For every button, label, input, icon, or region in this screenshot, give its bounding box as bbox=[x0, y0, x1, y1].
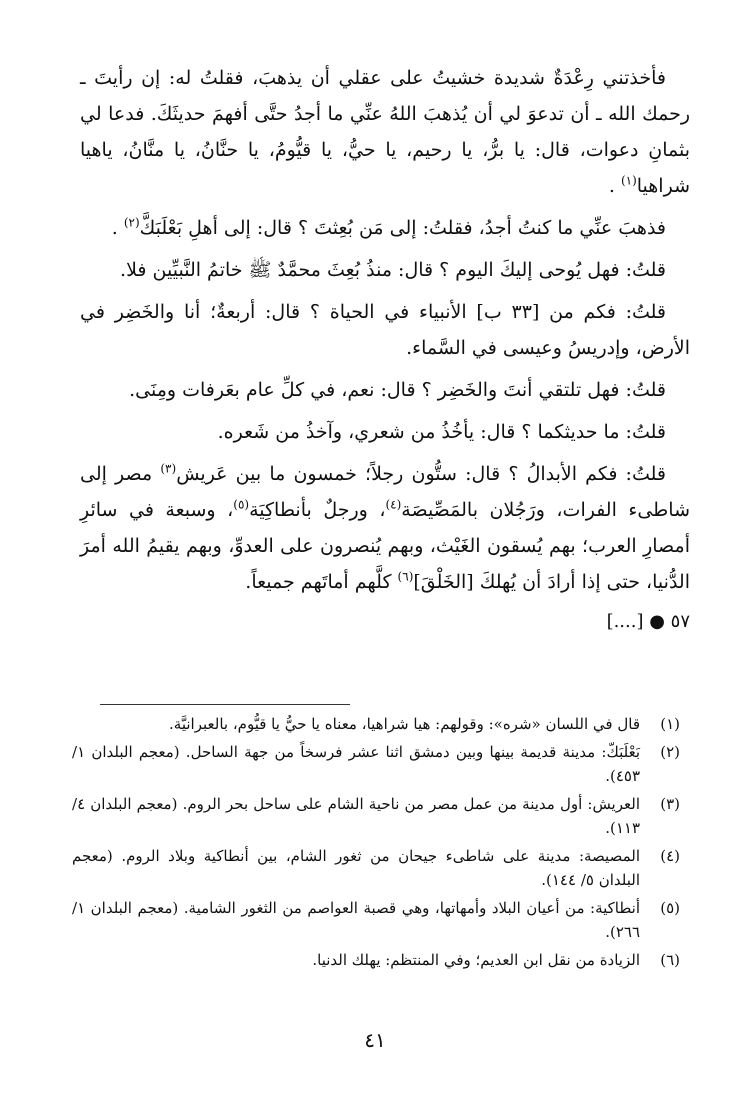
footnote-ref: (٣) bbox=[160, 461, 177, 476]
footnote bbox=[72, 740, 680, 788]
footnote bbox=[72, 712, 680, 736]
footnote bbox=[72, 792, 680, 840]
footnote-number: (٢) bbox=[660, 743, 680, 761]
footnote-number: (٤) bbox=[660, 847, 680, 865]
footnote-ref: (٥) bbox=[233, 497, 250, 512]
paragraph bbox=[80, 456, 690, 600]
paragraph-text: ، ورجلٌ بأنطاكِيَة bbox=[249, 499, 386, 521]
footnote-ref: (٢) bbox=[123, 215, 140, 230]
footnote-number: (١) bbox=[660, 715, 680, 733]
paragraph bbox=[80, 372, 690, 408]
paragraph-text: مصر إلى شاطىء الفرات، ورَجُلان بالمَصِّيصَة bbox=[80, 463, 690, 521]
paragraph bbox=[80, 210, 690, 246]
paragraph-text: قلتُ: فهل تلتقي أنتَ والخَضِر ؟ قال: نعم، في كلِّ عام بعَرفات ومِنَى. bbox=[129, 379, 666, 401]
footnote-number: (٣) bbox=[660, 795, 680, 813]
page-number: ٤١ bbox=[364, 1028, 386, 1052]
footnote-ref: (٦) bbox=[397, 569, 414, 584]
paragraph bbox=[80, 252, 690, 288]
footnote-text: المصيصة: مدينة على شاطىء جيحان من ثغور الشام، بين أنطاكية وبلاد الروم. (معجم البلدان ٥/ ١٤٤). bbox=[72, 847, 640, 889]
footnote bbox=[72, 948, 680, 972]
paragraph-text: قلتُ: فكم من [٣٣ ب] الأنبياء في الحياة ؟ قال: أربعةٌ؛ أنا والخَضِر في الأرض، وإدريسُ وعيسى في السَّماء. bbox=[80, 301, 690, 359]
paragraph-text: كلَّهم أماتَهم جميعاً. bbox=[245, 571, 398, 593]
main-text bbox=[80, 60, 690, 638]
footnote-divider bbox=[100, 704, 350, 705]
section-marker: ٥٧ ● [....] bbox=[606, 611, 690, 632]
footnote-text: الزيادة من نقل ابن العديم؛ وفي المنتظم: يهلك الدنيا. bbox=[312, 951, 640, 969]
paragraph-text: قلتُ: فكم الأبدالُ ؟ قال: ستُّون رجلاً؛ خمسون ما بين عَريش bbox=[176, 463, 666, 485]
footnote-text: أنطاكية: من أعيان البلاد وأمهاتها، وهي قصبة العواصم من الثغور الشامية. (معجم البلدان ١/ ٢٦٦). bbox=[72, 899, 640, 941]
footnote-text: العريش: أول مدينة من عمل مصر من ناحية الشام على ساحل بحر الروم. (معجم البلدان ٤/ ١١٣). bbox=[72, 795, 640, 837]
paragraph-text: . bbox=[608, 175, 621, 197]
paragraph-text: . bbox=[111, 217, 124, 239]
paragraph bbox=[80, 414, 690, 450]
paragraph-text: قلتُ: فهل يُوحى إليكَ اليوم ؟ قال: منذُ بُعِثَ محمَّدٌ ﷺ خاتمُ النَّبيِّين فلا. bbox=[120, 259, 666, 281]
footnote-number: (٥) bbox=[660, 899, 680, 917]
footnote-text: قال في اللسان «شره»: وقولهم: هيا شراهيا، معناه يا حيُّ يا قيُّوم، بالعبرانيَّة. bbox=[169, 715, 640, 733]
paragraph bbox=[80, 60, 690, 204]
footnote bbox=[72, 844, 680, 892]
paragraph-text: قلتُ: ما حديثكما ؟ قال: يأخُذُ من شعري، وآخذُ من شَعره. bbox=[217, 421, 666, 443]
footnote bbox=[72, 896, 680, 944]
footnote-ref: (٤) bbox=[385, 497, 402, 512]
footnote-ref: (١) bbox=[620, 173, 637, 188]
footnote-number: (٦) bbox=[660, 951, 680, 969]
paragraph-text: فذهبَ عنِّي ما كنتُ أجدُ، فقلتُ: إلى مَن بُعِثتَ ؟ قال: إلى أهلِ بَعْلَبَكَّ bbox=[139, 217, 666, 239]
paragraph-text: ، وسبعة في سائرِ أمصارِ العرب؛ بهم يُسقون الغَيْث، وبهم يُنصرون على العدوِّ، وبهم يقيمُ الله أمرَ الدُّنيا، حتى إذا أرادَ أن يُهلكَ [الخَلْقَ] bbox=[80, 499, 690, 593]
paragraph-text: فأخذتني رِعْدَةٌ شديدة خشيتُ على عقلي أن يذهبَ، فقلتُ له: إن رأيتَ ـ رحمك الله ـ أن تدعوَ لي أن يُذهبَ اللهُ عنِّي ما أجدُ حتَّى أفهمَ حديثَكَ. فدعا لي بثمانِ دعوات، قال: يا برُّ، يا رحيم، يا حيُّ، يا قيُّومُ، يا حنَّانُ، يا منَّانُ، ياهيا شراهيا bbox=[80, 67, 690, 197]
paragraph bbox=[80, 294, 690, 366]
footnotes bbox=[72, 712, 680, 976]
footnote-text: بَعْلَبَكّ: مدينة قديمة بينها وبين دمشق اثنا عشر فرسخاً من جهة الساحل. (معجم البلدان ١/ ٤٥٣). bbox=[72, 743, 640, 785]
paragraph-list bbox=[80, 60, 690, 600]
